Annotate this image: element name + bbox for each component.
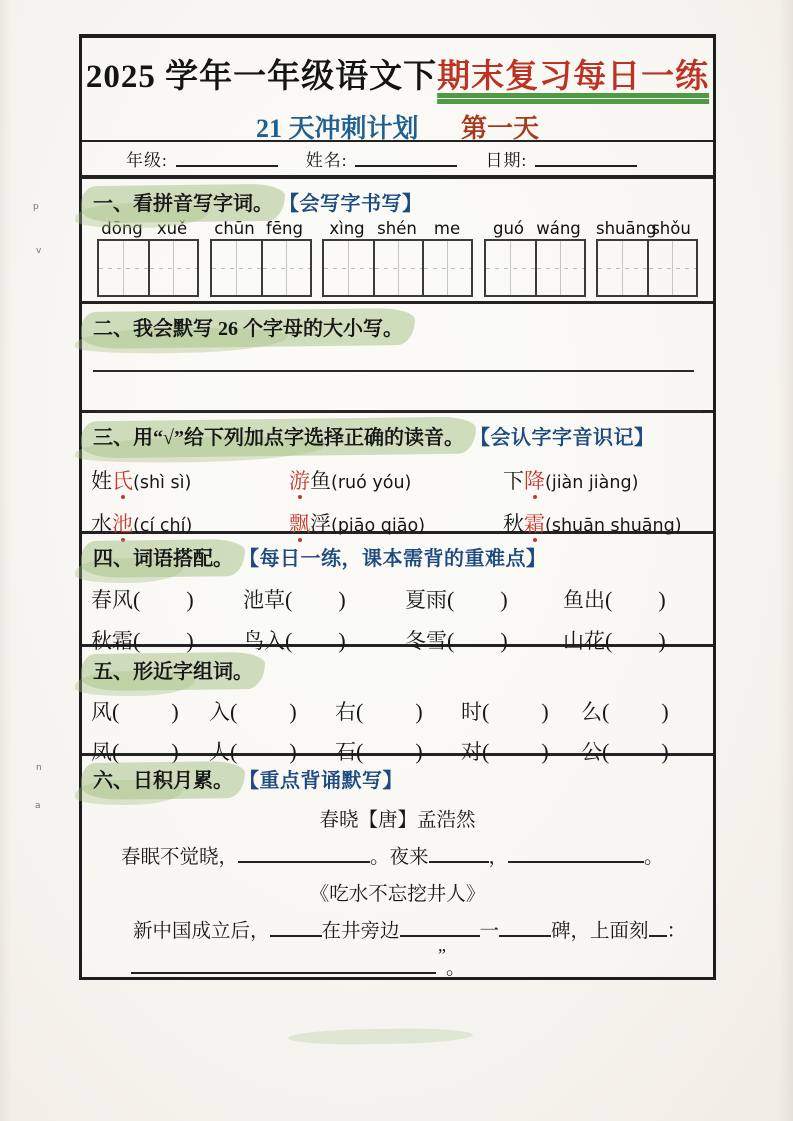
section-5-heading: 五、形近字组词。 — [93, 661, 253, 683]
word-label: 公 — [581, 740, 602, 764]
word-match-item — [91, 584, 243, 614]
s5row-row — [91, 696, 704, 726]
line-text: 春眠不觉晓， — [121, 847, 239, 868]
similar-char-item — [209, 696, 335, 726]
paren-close: ) — [171, 739, 179, 764]
writing-grid — [484, 239, 586, 297]
writing-cell[interactable] — [647, 241, 696, 295]
paren-close: ) — [658, 628, 666, 653]
section-2-alphabet — [82, 304, 713, 413]
paren-open: ( — [605, 628, 613, 653]
pinyin-grid-group — [322, 219, 473, 297]
similar-char-item — [461, 696, 581, 726]
paren-open: ( — [133, 587, 141, 612]
char-black: 秋 — [503, 512, 524, 536]
paren-close: ) — [500, 587, 508, 612]
word-match-item — [563, 584, 704, 614]
worksheet-header — [82, 38, 713, 142]
answer-blank[interactable] — [499, 934, 551, 937]
scan-artifact: a — [35, 801, 41, 811]
paren-close: ) — [289, 739, 297, 764]
page-subtitle — [82, 108, 713, 145]
answer-blank[interactable] — [508, 860, 644, 863]
word-label: 凤 — [91, 740, 112, 764]
pinyin-syllable: xìng — [329, 219, 365, 238]
answer-blank[interactable] — [649, 934, 667, 937]
pinyin-syllable: fēng — [266, 219, 303, 238]
phonetic-choice-item[interactable] — [91, 465, 289, 495]
paren-close: ) — [171, 699, 179, 724]
s6-lines — [91, 804, 704, 980]
pinyin-options: (ruó yóu) — [331, 473, 412, 493]
writing-cell[interactable] — [261, 241, 310, 295]
paren-close: ) — [415, 699, 423, 724]
line-text: 。 — [644, 847, 664, 868]
paren-close: ) — [186, 587, 194, 612]
paren-close: ) — [661, 699, 669, 724]
line-text: 碑，上面刻 — [551, 921, 649, 942]
pinyin-options: (shuān shuāng) — [545, 516, 682, 536]
paren-open: ( — [230, 739, 238, 764]
pinyin-options: (shì sì) — [133, 473, 192, 493]
paren-close: ) — [338, 628, 346, 653]
paren-open: ( — [285, 587, 293, 612]
s3-rows — [91, 465, 704, 538]
section-2-heading: 二、我会默写 26 个字母的大小写。 — [93, 318, 403, 340]
recitation-line — [91, 841, 704, 869]
writing-line[interactable] — [93, 370, 694, 372]
paren-open: ( — [133, 628, 141, 653]
word-label: 入 — [209, 700, 230, 724]
line-text: ： — [666, 921, 687, 942]
student-info-row — [82, 142, 713, 179]
paren-open: ( — [356, 699, 364, 724]
date-blank[interactable] — [535, 150, 637, 167]
pinyin-syllable: shuāng — [596, 219, 657, 238]
word-label: 鱼出 — [563, 588, 605, 612]
pinyin-row — [322, 219, 473, 238]
paren-close: ) — [541, 699, 549, 724]
closing-quote: ” — [438, 945, 446, 965]
word-match-item — [243, 584, 405, 614]
title-black-part: 2025 学年一年级语文下 — [85, 59, 438, 95]
title-red-part: 期末复习每日一练 — [437, 59, 710, 95]
paren-open: ( — [447, 587, 455, 612]
scan-artifact: n — [36, 763, 42, 773]
recitation-line — [91, 915, 704, 943]
writing-cell[interactable] — [535, 241, 584, 295]
writing-cell[interactable] — [148, 241, 197, 295]
phonetic-choice-item[interactable] — [503, 465, 704, 495]
char-accented: 氏 — [112, 469, 133, 493]
section-5-similar-chars — [82, 647, 713, 764]
pinyin-syllable: shén — [377, 219, 417, 238]
answer-blank[interactable] — [131, 971, 436, 974]
similar-char-item — [335, 696, 461, 726]
writing-grid — [322, 239, 473, 297]
scan-artifact: v — [36, 246, 42, 256]
section-3-heading: 三、用“√”给下列加点字选择正确的读音。 — [93, 427, 464, 449]
line-text: 。 — [446, 958, 466, 979]
line-text: 在井旁边 — [321, 921, 400, 942]
answer-blank[interactable] — [429, 860, 489, 863]
pinyin-syllable: dōng — [101, 219, 143, 238]
paren-close: ) — [500, 628, 508, 653]
writing-cell[interactable] — [373, 241, 422, 295]
char-black: 下 — [503, 469, 524, 493]
section-1-heading: 一、看拼音写字词。 — [93, 193, 273, 215]
word-label: 春风 — [91, 588, 133, 612]
similar-char-item — [581, 696, 704, 726]
pinyin-syllable: shǒu — [651, 219, 691, 238]
line-text: 一 — [479, 921, 500, 942]
pinyin-row — [484, 219, 586, 238]
subtitle-day: 第一天 — [461, 114, 540, 143]
word-label: 池草 — [243, 588, 285, 612]
paren-open: ( — [112, 699, 120, 724]
word-match-item — [405, 584, 563, 614]
paren-open: ( — [447, 628, 455, 653]
word-label: 对 — [461, 740, 482, 764]
pinyin-grid-group — [596, 219, 698, 297]
word-label: 鸟入 — [243, 629, 285, 653]
paren-open: ( — [482, 739, 490, 764]
pinyin-syllable: me — [433, 219, 461, 238]
pinyin-groups — [91, 218, 704, 297]
pinyin-syllable: guó — [492, 219, 525, 238]
subtitle-plan: 21 天冲刺计划 — [255, 114, 419, 143]
writing-cell[interactable] — [598, 241, 647, 295]
page-title — [82, 50, 713, 97]
paren-close: ) — [186, 628, 194, 653]
char-black: 鱼 — [310, 469, 331, 493]
section-1-tag: 【会写字书写】 — [279, 193, 423, 215]
pinyin-options: (jiàn jiàng) — [545, 473, 639, 493]
writing-cell[interactable] — [422, 241, 471, 295]
paren-open: ( — [602, 739, 610, 764]
section-6-heading: 六、日积月累。 — [93, 770, 233, 792]
paren-open: ( — [112, 739, 120, 764]
line-text: 新中国成立后， — [133, 921, 270, 942]
char-black: 浮 — [310, 512, 331, 536]
paren-close: ) — [415, 739, 423, 764]
section-4-heading: 四、词语搭配。 — [93, 548, 233, 570]
paren-open: ( — [356, 739, 364, 764]
paren-close: ) — [289, 699, 297, 724]
pinyin-options: (cí chí) — [133, 516, 193, 536]
phonetic-choice-item[interactable] — [289, 465, 503, 495]
pinyin-row — [210, 219, 312, 238]
highlighter-smudge — [288, 1027, 473, 1045]
section-3-pronunciation — [82, 413, 713, 534]
pinyin-options: (piāo qiāo) — [331, 516, 426, 536]
writing-cell[interactable] — [99, 241, 148, 295]
pinyin-grid-group — [97, 219, 199, 297]
word-label: 山花 — [563, 629, 605, 653]
char-accented: 降 — [524, 469, 545, 493]
section-6-recitation — [82, 756, 713, 977]
line-text: 春晓【唐】孟浩然 — [319, 810, 476, 831]
pinyin-grid-group — [484, 219, 586, 297]
section-4-tag: 【每日一练，课本需背的重难点】 — [239, 548, 547, 570]
word-label: 冬雪 — [405, 629, 447, 653]
recitation-line — [91, 878, 704, 906]
char-black: 水 — [91, 512, 112, 536]
char-accented: 霜 — [524, 512, 545, 536]
s4row-row — [91, 584, 704, 614]
writing-grid — [97, 239, 199, 297]
word-label: 人 — [209, 740, 230, 764]
writing-line[interactable] — [95, 410, 702, 412]
writing-cell[interactable] — [486, 241, 535, 295]
recitation-line — [91, 804, 704, 832]
answer-blank[interactable] — [270, 934, 322, 937]
paren-close: ) — [541, 739, 549, 764]
writing-grid — [210, 239, 312, 297]
char-accented: 飘 — [289, 512, 310, 536]
word-label: 右 — [335, 700, 356, 724]
char-black: 姓 — [91, 469, 112, 493]
line-text: ， — [488, 847, 509, 868]
grade-label: 年级: — [126, 151, 168, 170]
s4-rows — [91, 584, 704, 655]
similar-char-item — [91, 696, 209, 726]
char-accented: 池 — [112, 512, 133, 536]
grade-blank[interactable] — [176, 150, 278, 167]
pinyin-syllable: chūn — [214, 219, 255, 238]
answer-blank[interactable] — [400, 934, 480, 937]
worksheet-table — [79, 34, 716, 980]
s3-row — [91, 465, 704, 495]
pinyin-syllable: xuě — [156, 219, 188, 238]
line-text: 《吃水不忘挖井人》 — [309, 884, 486, 905]
scan-artifact: p — [33, 202, 39, 212]
name-blank[interactable] — [355, 150, 457, 167]
writing-cell[interactable] — [324, 241, 373, 295]
section-4-word-match — [82, 534, 713, 653]
recitation-line — [91, 945, 704, 980]
section-1-pinyin-writing — [82, 179, 713, 304]
word-label: 时 — [461, 700, 482, 724]
word-label: 么 — [581, 700, 602, 724]
name-label: 姓名: — [305, 151, 348, 170]
writing-cell[interactable] — [212, 241, 261, 295]
paren-close: ) — [338, 587, 346, 612]
section-6-tag: 【重点背诵默写】 — [239, 770, 403, 792]
paren-open: ( — [605, 587, 613, 612]
answer-blank[interactable] — [238, 860, 370, 863]
word-label: 夏雨 — [405, 588, 447, 612]
paren-close: ) — [658, 587, 666, 612]
section-3-tag: 【会认字字音识记】 — [469, 427, 655, 449]
paren-close: ) — [661, 739, 669, 764]
line-text: 。夜来 — [370, 847, 429, 868]
paren-open: ( — [285, 628, 293, 653]
word-label: 秋霜 — [91, 629, 133, 653]
pinyin-grid-group — [210, 219, 312, 297]
writing-grid — [596, 239, 698, 297]
word-label: 风 — [91, 700, 112, 724]
pinyin-row — [596, 219, 698, 238]
date-label: 日期: — [485, 151, 528, 170]
paren-open: ( — [230, 699, 238, 724]
char-accented: 游 — [289, 469, 310, 493]
paren-open: ( — [602, 699, 610, 724]
pinyin-syllable: wáng — [536, 219, 581, 238]
word-label: 石 — [335, 740, 356, 764]
paren-open: ( — [482, 699, 490, 724]
